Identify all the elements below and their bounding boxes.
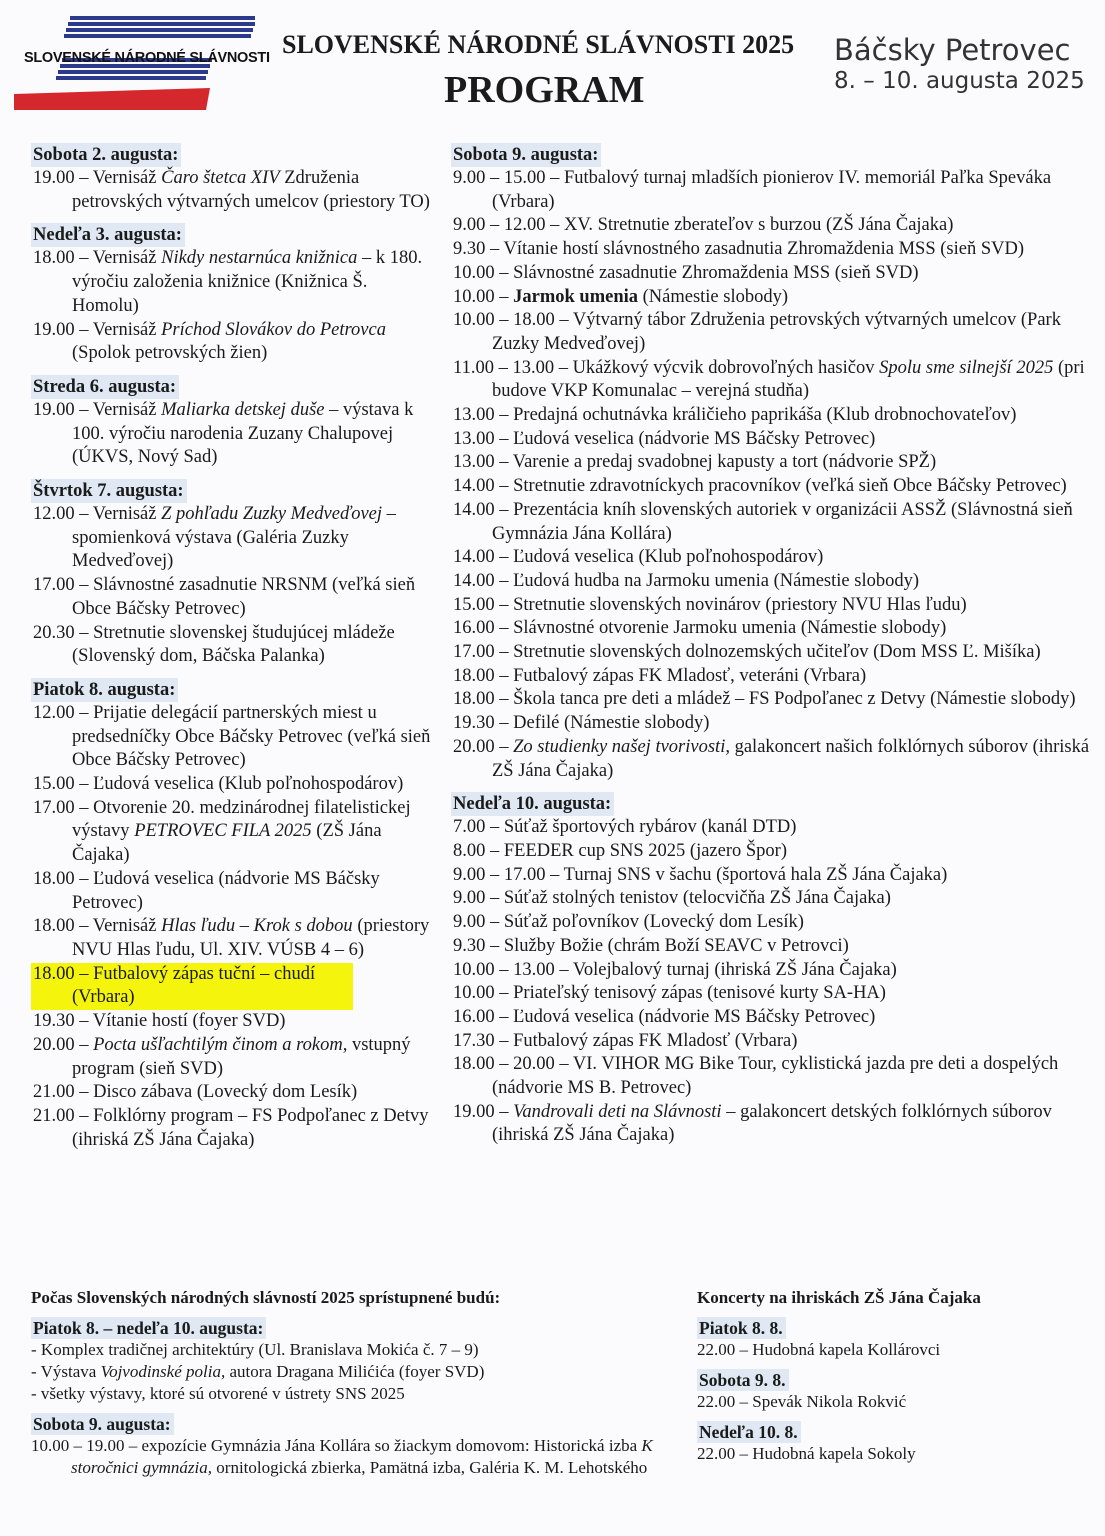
text-segment: 21.00 – Disco zábava (Lovecký dom Lesík)	[33, 1082, 358, 1103]
concerts-heading: Koncerty na ihriskách ZŠ Jána Čajaka	[697, 1288, 981, 1307]
event-item	[451, 617, 1091, 641]
text-segment: 18.00 – Ľudová veselica (nádvorie MS Báčsky Petrovec)	[33, 868, 380, 913]
event-item	[451, 286, 1091, 310]
text-segment: 9.00 – 17.00 – Turnaj SNS v šachu (športová hala ZŠ Jána Čajaka)	[453, 864, 948, 885]
day-heading: Štvrtok 7. augusta:	[31, 479, 187, 503]
text-segment: (Spolok petrovských žien)	[72, 343, 268, 364]
block-row	[697, 1339, 1077, 1361]
event-item	[451, 840, 1091, 864]
text-segment: 14.00 – Ľudová veselica (Klub poľnohospodárov)	[453, 547, 824, 568]
block-row	[697, 1443, 1077, 1465]
block-heading: Sobota 9. augusta:	[31, 1413, 174, 1435]
event-item	[31, 503, 431, 574]
event-item	[451, 238, 1091, 262]
text-segment: 12.00 – Vernisáž	[33, 504, 162, 525]
text-segment: 12.00 – Prijatie delegácií partnerských miest u predsedníčky Obce Báčsky Petrovec (veľká sieň Obce Báčsky Petrovec)	[33, 702, 431, 771]
text-segment: 15.00 – Ľudová veselica (Klub poľnohospodárov)	[33, 774, 404, 795]
event-item	[451, 982, 1091, 1006]
text-segment: Združenia petrovských výtvarných umelcov (priestory TO)	[72, 168, 430, 212]
day-heading: Streda 6. augusta:	[31, 375, 179, 399]
text-segment: 20.00 –	[453, 736, 514, 757]
event-place: Báčsky Petrovec	[834, 33, 1071, 67]
day-heading: Nedeľa 3. augusta:	[31, 223, 185, 247]
event-item	[451, 911, 1091, 935]
text-segment: Nikdy nestarnúca knižnica	[161, 248, 358, 269]
event-item	[451, 451, 1091, 475]
text-segment: 10.00 – 19.00 – expozície Gymnázia Jána Kollára so žiackym domovom: Historická izba	[31, 1436, 642, 1455]
day-section	[31, 678, 431, 1152]
text-segment: 18.00 – Vernisáž	[33, 916, 162, 937]
event-item	[31, 622, 431, 669]
text-segment: 18.00 – Futbalový zápas FK Mladosť, veteráni (Vrbara)	[453, 665, 867, 686]
event-item	[31, 1081, 431, 1105]
text-segment: 10.00 – Slávnostné zasadnutie Zhromaždenia MSS (sieň SVD)	[453, 262, 919, 283]
logo-text: SLOVENSKÉ NÁRODNÉ SLÁVNOSTI	[24, 50, 270, 66]
program-left-column	[31, 143, 431, 1161]
event-item	[451, 475, 1091, 499]
info-block	[697, 1421, 1077, 1465]
text-segment: PETROVEC FILA 2025	[134, 821, 312, 842]
event-item	[451, 959, 1091, 983]
event-item	[451, 864, 1091, 888]
day-heading: Sobota 9. augusta:	[451, 143, 601, 167]
info-block	[31, 1317, 671, 1405]
text-segment: 11.00 – 13.00 – Ukážkový výcvik dobrovoľných hasičov	[453, 357, 880, 378]
text-segment: 9.00 – Súťaž poľovníkov (Lovecký dom Lesík)	[453, 912, 804, 933]
block-row	[31, 1361, 671, 1383]
text-segment: 10.00 – Priateľský tenisový zápas (tenisové kurty SA-HA)	[453, 983, 886, 1004]
event-dates: 8. – 10. augusta 2025	[834, 68, 1085, 94]
day-section	[31, 479, 431, 669]
event-item	[31, 797, 431, 868]
concerts-section	[697, 1287, 1077, 1473]
page-title: SLOVENSKÉ NÁRODNÉ SLÁVNOSTI 2025	[282, 30, 795, 59]
day-heading: Sobota 2. augusta:	[31, 143, 181, 167]
event-item	[451, 736, 1091, 783]
event-item	[451, 167, 1091, 214]
event-item	[451, 1006, 1091, 1030]
text-segment: K storočnici gymnázia,	[71, 1436, 653, 1477]
event-item	[31, 702, 431, 773]
text-segment: ornitologická zbierka, Pamätná izba, Galéria K. M. Lehotského	[212, 1458, 648, 1477]
day-section	[451, 792, 1091, 1148]
text-segment: 19.30 – Vítanie hostí (foyer SVD)	[33, 1011, 286, 1032]
text-segment: 22.00 – Hudobná kapela Kollárovci	[697, 1340, 941, 1359]
text-segment: Príchod Slovákov do Petrovca	[161, 319, 386, 340]
text-segment: 18.00 – 20.00 – VI. VIHOR MG Bike Tour, cyklistická jazda pre deti a dospelých (nádvorie MS B. Petrovec)	[453, 1054, 1059, 1099]
event-item	[451, 712, 1091, 736]
block-row	[31, 1339, 671, 1361]
text-segment: 14.00 – Stretnutie zdravotníckych pracovníkov (veľká sieň Obce Báčsky Petrovec)	[453, 476, 1067, 497]
highlighted-event-item	[31, 963, 353, 1010]
text-segment: 9.00 – 12.00 – XV. Stretnutie zberateľov s burzou (ZŠ Jána Čajaka)	[453, 215, 954, 236]
concert-blocks	[697, 1317, 1077, 1465]
event-item	[451, 935, 1091, 959]
event-item	[451, 665, 1091, 689]
event-item	[451, 1101, 1091, 1148]
block-heading: Piatok 8. 8.	[697, 1317, 786, 1339]
text-segment: vstupný program (sieň SVD)	[72, 1034, 411, 1079]
text-segment: 19.30 – Defilé (Námestie slobody)	[453, 713, 710, 734]
text-segment: Čaro štetca XIV	[161, 168, 280, 188]
text-segment: Spolu sme silnejší 2025	[879, 357, 1054, 378]
text-segment: 10.00 – 18.00 – Výtvarný tábor Združenia petrovských výtvarných umelcov (Park Zuzky Medveďovej)	[453, 310, 1061, 354]
page-subtitle: PROGRAM	[444, 69, 645, 111]
text-segment: 14.00 – Prezentácia kníh slovenských autoriek v organizácii ASSŽ (Slávnostná sieň Gymnázia Jána Kollára)	[453, 499, 1073, 544]
text-segment: (priestory NVU Hlas ľudu, Ul. XIV. VÚSB 4 – 6)	[72, 916, 430, 960]
text-segment: Z pohľadu Zuzky Medveďovej	[161, 504, 383, 525]
text-segment: 17.00 – Stretnutie slovenských dolnozemských učiteľov (Dom MSS Ľ. Mišíka)	[453, 642, 1041, 663]
block-row	[31, 1383, 671, 1405]
text-segment: autora Dragana Milićića (foyer SVD)	[225, 1362, 485, 1381]
event-item	[451, 887, 1091, 911]
sns-logo	[10, 10, 270, 115]
text-segment: 22.00 – Hudobná kapela Sokoly	[697, 1444, 916, 1463]
text-segment: – výstava k 100. výročiu narodenia Zuzany Chalupovej (ÚKVS, Nový Sad)	[72, 399, 414, 468]
text-segment: 15.00 – Stretnutie slovenských novinárov (priestory NVU Hlas ľudu)	[453, 594, 967, 615]
text-segment: 17.00 – Otvorenie 20. medzinárodnej filatelistickej výstavy	[33, 797, 411, 842]
event-item	[31, 915, 431, 962]
text-segment: – galakoncert detských folklórnych súborov (ihriská ZŠ Jána Čajaka)	[492, 1101, 1052, 1146]
day-section	[31, 223, 431, 366]
text-segment: 17.30 – Futbalový zápas FK Mladosť (Vrbara)	[453, 1030, 798, 1051]
text-segment: - Výstava	[31, 1362, 101, 1381]
event-item	[451, 641, 1091, 665]
text-segment: 18.00 – Futbalový zápas tuční – chudí (Vrbara)	[33, 963, 316, 1008]
text-segment: 17.00 – Slávnostné zasadnutie NRSNM (veľká sieň Obce Báčsky Petrovec)	[33, 575, 416, 619]
text-segment: 20.30 – Stretnutie slovenskej študujúcej mládeže (Slovenský dom, Báčska Palanka)	[33, 622, 395, 667]
text-segment: Vandrovali deti na Slávnosti	[513, 1101, 722, 1122]
event-item	[451, 1053, 1091, 1100]
text-segment: 10.00 – 13.00 – Volejbalový turnaj (ihriská ZŠ Jána Čajaka)	[453, 959, 897, 980]
day-heading: Piatok 8. augusta:	[31, 678, 178, 702]
text-segment: - všetky výstavy, ktoré sú otvorené v ústrety SNS 2025	[31, 1384, 405, 1403]
event-item	[31, 399, 431, 470]
accessible-heading: Počas Slovenských národných slávností 2025 sprístupnené budú:	[31, 1288, 501, 1307]
text-segment: 9.30 – Služby Božie (chrám Boží SEAVC v Petrovci)	[453, 935, 849, 956]
info-block	[697, 1317, 1077, 1361]
text-segment: galakoncert našich folklórnych súborov (ihriská ZŠ Jána Čajaka)	[492, 736, 1090, 781]
text-segment: 13.00 – Ľudová veselica (nádvorie MS Báčsky Petrovec)	[453, 428, 876, 449]
text-segment: (pri budove VKP Komunalac – verejná studňa)	[492, 357, 1085, 402]
day-section	[451, 143, 1091, 783]
accessible-exhibitions-section	[31, 1287, 671, 1487]
event-item	[451, 262, 1091, 286]
program-right-column	[451, 143, 1091, 1157]
event-item	[451, 1030, 1091, 1054]
text-segment: 19.00 – Vernisáž	[33, 399, 162, 420]
text-segment: 8.00 – FEEDER cup SNS 2025 (jazero Špor)	[453, 840, 787, 861]
text-segment: (Námestie slobody)	[638, 286, 789, 307]
info-block	[697, 1369, 1077, 1413]
event-item	[451, 570, 1091, 594]
event-item	[451, 499, 1091, 546]
text-segment: Hlas ľudu – Krok s dobou	[161, 916, 353, 937]
text-segment: 9.00 – 15.00 – Futbalový turnaj mladších pionierov IV. memoriál Paľka Speváka (Vrbara)	[453, 168, 1052, 212]
text-segment: – k 180. výročiu založenia knižnice (Knižnica Š. Homolu)	[72, 248, 423, 316]
text-segment: 16.00 – Slávnostné otvorenie Jarmoku umenia (Námestie slobody)	[453, 618, 947, 639]
event-item	[31, 574, 431, 621]
event-item	[31, 319, 431, 366]
text-segment: Zo studienky našej tvorivosti,	[513, 736, 730, 757]
text-segment: 22.00 – Spevák Nikola Rokvić	[697, 1392, 907, 1411]
event-item	[31, 1105, 431, 1152]
event-item	[451, 816, 1091, 840]
text-segment: – spomienková výstava (Galéria Zuzky Medveďovej)	[72, 504, 396, 572]
text-segment: Pocta ušľachtilým činom a rokom,	[93, 1034, 348, 1055]
text-segment: Jarmok umenia	[513, 286, 638, 307]
text-segment: 19.00 –	[453, 1101, 514, 1122]
text-segment: 13.00 – Varenie a predaj svadobnej kapusty a tort (nádvorie SPŽ)	[453, 452, 937, 473]
text-segment: 19.00 – Vernisáž	[33, 319, 162, 340]
text-segment: - Komplex tradičnej architektúry (Ul. Branislava Mokića č. 7 – 9)	[31, 1340, 479, 1359]
info-block	[31, 1413, 671, 1479]
text-segment: 9.00 – Súťaž stolných tenistov (telocvičňa ZŠ Jána Čajaka)	[453, 888, 891, 909]
text-segment: 19.00 – Vernisáž	[33, 168, 162, 188]
text-segment: (ZŠ Jána Čajaka)	[72, 821, 382, 866]
event-item	[31, 1010, 431, 1034]
event-item	[451, 357, 1091, 404]
text-segment: Vojvodinské polia,	[100, 1362, 226, 1381]
event-item	[31, 167, 431, 214]
text-segment: 21.00 – Folklórny program – FS Podpoľanec z Detvy (ihriská ZŠ Jána Čajaka)	[33, 1105, 429, 1150]
block-row	[31, 1435, 671, 1479]
event-item	[451, 404, 1091, 428]
text-segment: 13.00 – Predajná ochutnávka králičieho paprikáša (Klub drobnochovateľov)	[453, 405, 1017, 426]
day-heading: Nedeľa 10. augusta:	[451, 792, 614, 816]
event-item	[31, 868, 431, 915]
text-segment: 14.00 – Ľudová hudba na Jarmoku umenia (Námestie slobody)	[453, 570, 919, 591]
text-segment: 18.00 – Vernisáž	[33, 248, 162, 269]
text-segment: 16.00 – Ľudová veselica (nádvorie MS Báčsky Petrovec)	[453, 1006, 876, 1027]
text-segment: 10.00 –	[453, 286, 514, 307]
event-item	[31, 773, 431, 797]
event-item	[451, 309, 1091, 356]
block-heading: Piatok 8. – nedeľa 10. augusta:	[31, 1317, 266, 1339]
day-section	[31, 375, 431, 470]
event-item	[451, 546, 1091, 570]
text-segment: 18.00 – Škola tanca pre deti a mládež – FS Podpoľanec z Detvy (Námestie slobody)	[453, 689, 1076, 710]
event-item	[31, 1034, 431, 1081]
text-segment: 7.00 – Súťaž športových rybárov (kanál DTD)	[453, 817, 797, 838]
event-item	[451, 688, 1091, 712]
event-item	[31, 247, 431, 318]
text-segment: 20.00 –	[33, 1034, 94, 1055]
text-segment: 9.30 – Vítanie hostí slávnostného zasadnutia Zhromaždenia MSS (sieň SVD)	[453, 239, 1025, 260]
block-row	[697, 1391, 1077, 1413]
block-heading: Sobota 9. 8.	[697, 1369, 789, 1391]
event-item	[451, 428, 1091, 452]
text-segment: Maliarka detskej duše	[161, 399, 325, 420]
event-item	[451, 214, 1091, 238]
accessible-blocks	[31, 1317, 671, 1479]
day-section	[31, 143, 431, 214]
block-heading: Nedeľa 10. 8.	[697, 1421, 801, 1443]
event-item	[451, 594, 1091, 618]
